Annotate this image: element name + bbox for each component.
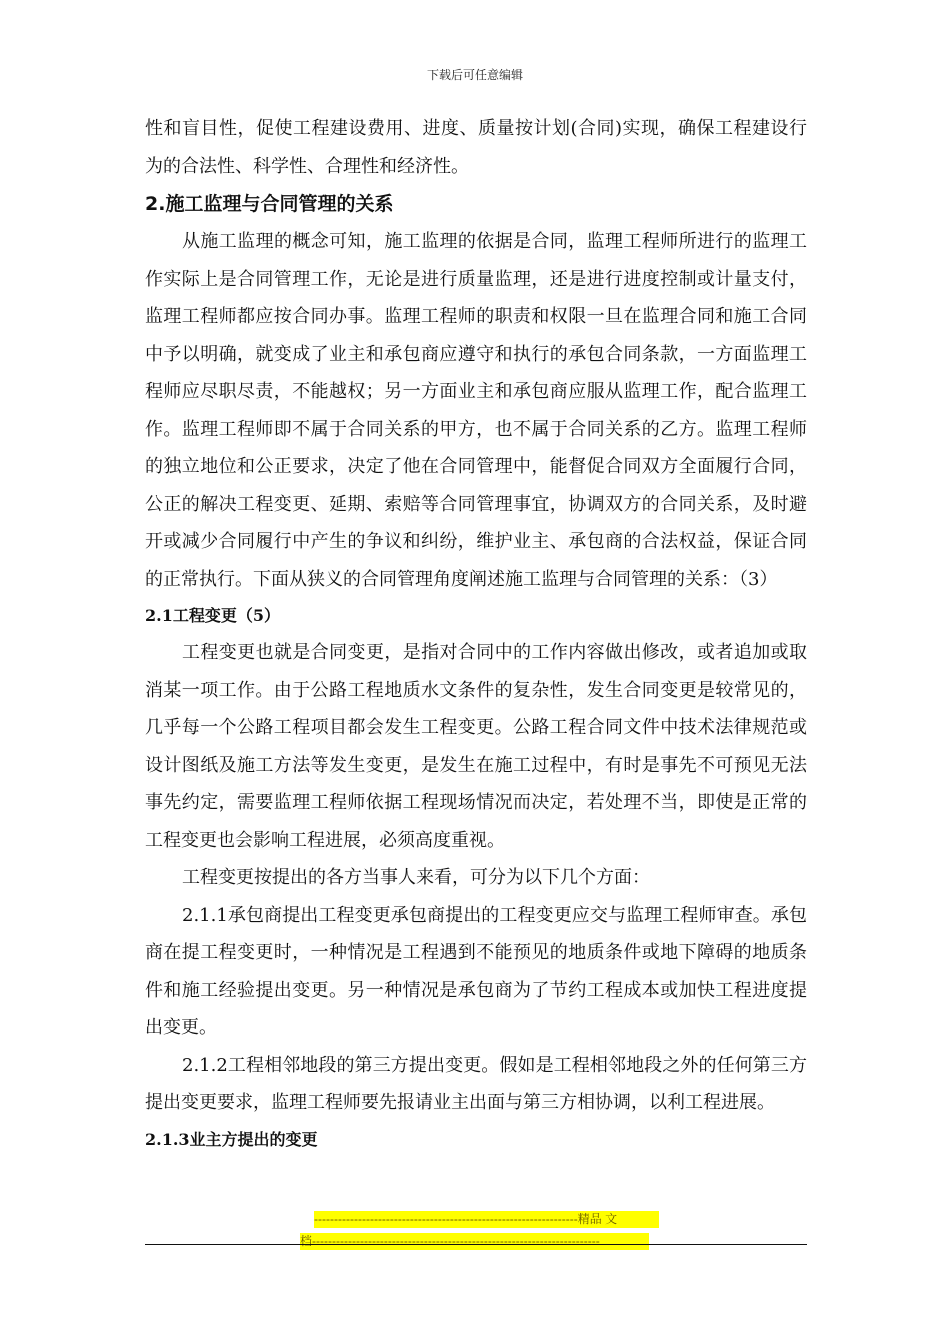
footer-divider <box>145 1244 807 1245</box>
paragraph-2-1-1: 2.1.1承包商提出工程变更承包商提出的工程变更应交与监理工程师审查。承包商在提工程变更时，一种情况是工程遇到不能预见的地质条件或地下障碍的地质条件和施工经验提出变更。另一种情况是承包商为了节约工程成本或加快工程进度提出变更。 <box>145 904 807 1038</box>
paragraph-change-parties: 工程变更按提出的各方当事人来看，可分为以下几个方面： <box>182 867 650 888</box>
paragraph-2-1-2: 2.1.2工程相邻地段的第三方提出变更。假如是工程相邻地段之外的任何第三方提出变更要求，监理工程师要先报请业主出面与第三方相协调，以利工程进展。 <box>145 1054 807 1113</box>
subsection-heading-2-1-3: 2.1.3业主方提出的变更 <box>145 1129 318 1149</box>
paragraph-engineering-change: 工程变更也就是合同变更，是指对合同中的工作内容做出修改，或者追加或取消某一项工作。由于公路工程地质水文条件的复杂性，发生合同变更是较常见的，几乎每一个公路工程项目都会发生工程变更。公路工程合同文件中技术法律规范或设计图纸及施工方法等发生变更，是发生在施工过程中，有时是事先不可预见无法事先约定，需要监理工程师依据工程现场情况而决定，若处理不当，即使是正常的工程变更也会影响工程进展，必须高度重视。 <box>145 642 807 851</box>
page-header-note: 下载后可任意编辑 <box>426 68 523 82</box>
footer-watermark-line-1: ------------------------------------------------------------------精品 文 <box>314 1211 659 1228</box>
subsection-heading-2-1: 2.1工程变更（5） <box>145 606 280 625</box>
document-body <box>145 110 807 1158</box>
footer-watermark <box>300 1211 645 1255</box>
paragraph-supervision-contract: 从施工监理的概念可知，施工监理的依据是合同，监理工程师所进行的监理工作实际上是合同管理工作，无论是进行质量监理，还是进行进度控制或计量支付，监理工程师都应按合同办事。监理工程师的职责和权限一旦在监理合同和施工合同中予以明确，就变成了业主和承包商应遵守和执行的承包合同条款，一方面监理工程师应尽职尽责，不能越权；另一方面业主和承包商应服从监理工作，配合监理工作。监理工程师即不属于合同关系的甲方，也不属于合同关系的乙方。监理工程师的独立地位和公正要求，决定了他在合同管理中，能督促合同双方全面履行合同，公正的解决工程变更、延期、索赔等合同管理事宜，协调双方的合同关系，及时避开或减少合同履行中产生的争议和纠纷，维护业主、承包商的合法权益，保证合同的正常执行。下面从狭义的合同管理角度阐述施工监理与合同管理的关系：（3） <box>145 231 807 590</box>
footer-watermark-line-2: 档------------------------------------------------------------------------ <box>300 1233 649 1250</box>
section-heading-2: 2.施工监理与合同管理的关系 <box>145 193 394 215</box>
paragraph-continuation: 性和盲目性，促使工程建设费用、进度、质量按计划(合同)实现，确保工程建设行为的合法性、科学性、合理性和经济性。 <box>145 118 807 177</box>
